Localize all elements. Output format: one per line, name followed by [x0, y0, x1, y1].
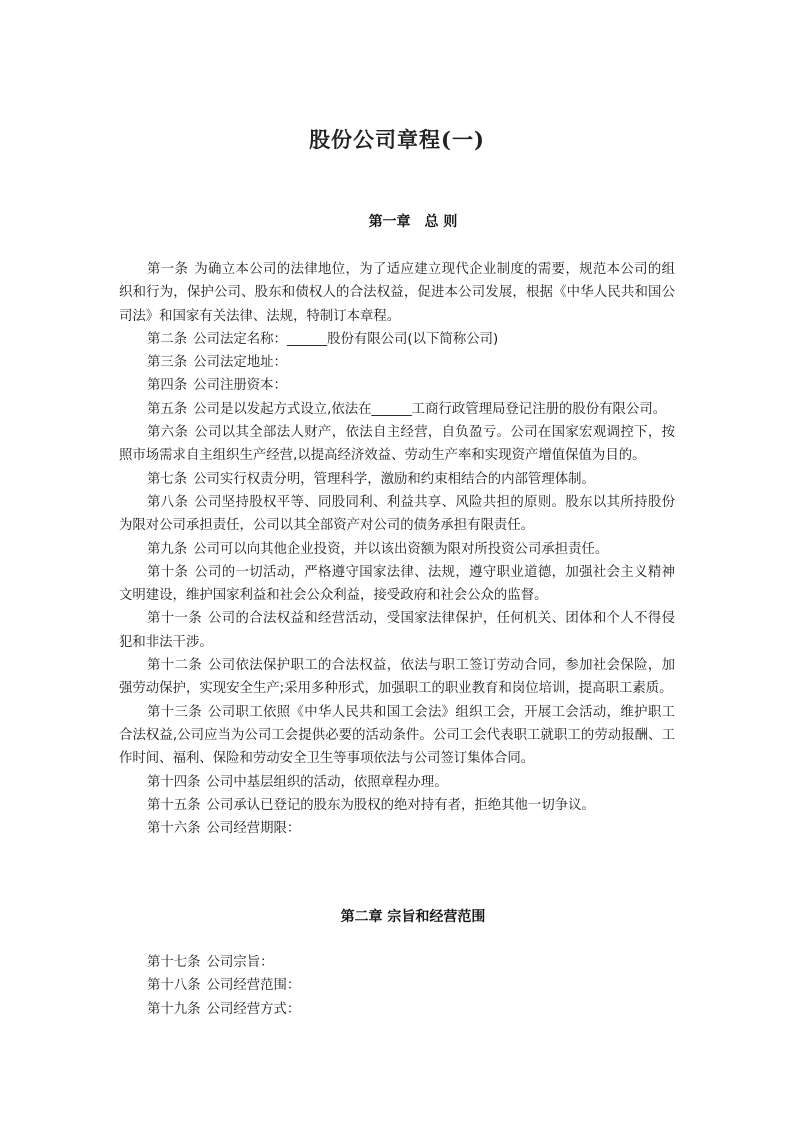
article-1: [119, 258, 675, 328]
article-text: 公司的合法权益和经营活动，受国家法律保护，任何机关、团体和个人不得侵犯和非法干涉。: [119, 611, 676, 650]
article-text: 公司中基层组织的活动，依照章程办理。: [206, 774, 448, 790]
chapter-1-articles: [119, 258, 675, 840]
article-text: 公司可以向其他企业投资，并以该出资额为限对所投资公司承担责任。: [193, 541, 609, 557]
article-text: 公司是以发起方式设立,依法在______工商行政管理局登记注册的股份有限公司。: [193, 401, 667, 417]
article-3: [119, 351, 675, 374]
article-18: [119, 974, 675, 997]
article-14: [119, 771, 675, 794]
article-7: [119, 468, 675, 491]
article-number: 第一条: [147, 262, 189, 277]
article-number: 第十三条: [147, 704, 202, 720]
article-2: [119, 328, 675, 351]
article-15: [119, 794, 675, 817]
article-number: 第十六条: [147, 821, 201, 837]
article-9: [119, 538, 675, 561]
article-text: 公司法定地址：: [193, 355, 287, 371]
article-number: 第十七条: [147, 955, 201, 970]
article-number: 第五条: [147, 401, 188, 417]
article-text: 公司法定名称：______股份有限公司(以下简称公司): [193, 331, 499, 347]
article-4: [119, 374, 675, 397]
article-number: 第十八条: [147, 978, 201, 994]
article-13: [119, 701, 675, 771]
article-number: 第九条: [147, 541, 188, 557]
article-number: 第八条: [147, 494, 189, 510]
article-19: [119, 998, 675, 1021]
article-number: 第十四条: [147, 774, 201, 790]
article-5: [119, 398, 675, 421]
article-number: 第十九条: [147, 1001, 201, 1017]
article-number: 第十五条: [147, 797, 201, 813]
article-text: 公司经营范围：: [206, 978, 301, 994]
article-text: 公司的一切活动，严格遵守国家法律、法规，遵守职业道德，加强社会主义精神文明建设，维护国家利益和社会公众利益，接受政府和社会公众的监督。: [119, 564, 676, 604]
article-text: 公司承认已登记的股东为股权的绝对持有者，拒绝其他一切争议。: [206, 797, 595, 813]
article-text: 公司宗旨：: [206, 955, 274, 970]
article-16: [119, 817, 675, 840]
article-number: 第十条: [147, 564, 189, 580]
article-17: [119, 951, 675, 974]
chapter-2-articles: [119, 951, 675, 1021]
article-number: 第四条: [147, 378, 188, 394]
article-number: 第二条: [147, 331, 188, 347]
article-text: 为确立本公司的法律地位，为了适应建立现代企业制度的需要，规范本公司的组织和行为，保护公司、股东和债权人的合法权益，促进本公司发展，根据《中华人民共和国公司法》和国家有关法律、法规，特制订本章程。: [119, 262, 676, 324]
article-text: 公司经营期限：: [206, 821, 301, 837]
article-number: 第六条: [147, 425, 189, 441]
article-text: 公司注册资本：: [193, 378, 287, 394]
article-text: 公司职工依照《中华人民共和国工会法》组织工会，开展工会活动，维护职工合法权益,公司应当为公司工会提供必要的活动条件。公司工会代表职工就职工的劳动报酬、工作时间、福利、保险和劳动安全卫生等事项依法与公司签订集体合同。: [119, 704, 676, 767]
article-number: 第七条: [147, 471, 188, 487]
article-12: [119, 654, 675, 701]
article-text: 公司以其全部法人财产，依法自主经营，自负盈亏。公司在国家宏观调控下，按照市场需求自主组织生产经营,以提高经济效益、劳动生产率和实现资产增值保值为目的。: [119, 425, 676, 464]
document-title: 股份公司章程(一): [309, 127, 485, 152]
article-number: 第三条: [147, 355, 188, 371]
article-text: 公司经营方式：: [206, 1001, 301, 1017]
article-6: [119, 421, 675, 468]
chapter-1-heading: 第一章 总 则: [368, 214, 458, 230]
article-text: 公司坚持股权平等、同股同利、利益共享、风险共担的原则。股东以其所持股份为限对公司承担责任，公司以其全部资产对公司的债务承担有限责任。: [119, 494, 676, 534]
article-number: 第十一条: [147, 611, 202, 627]
article-11: [119, 607, 675, 654]
article-number: 第十二条: [147, 658, 202, 674]
article-text: 公司实行权责分明，管理科学，激励和约束相结合的内部管理体制。: [193, 471, 595, 487]
article-text: 公司依法保护职工的合法权益，依法与职工签订劳动合同，参加社会保险，加强劳动保护，实现安全生产;采用多种形式，加强职工的职业教育和岗位培训，提高职工素质。: [119, 658, 676, 697]
article-10: [119, 561, 675, 608]
chapter-2-heading: 第二章 宗旨和经营范围: [340, 909, 486, 925]
article-8: [119, 491, 675, 538]
